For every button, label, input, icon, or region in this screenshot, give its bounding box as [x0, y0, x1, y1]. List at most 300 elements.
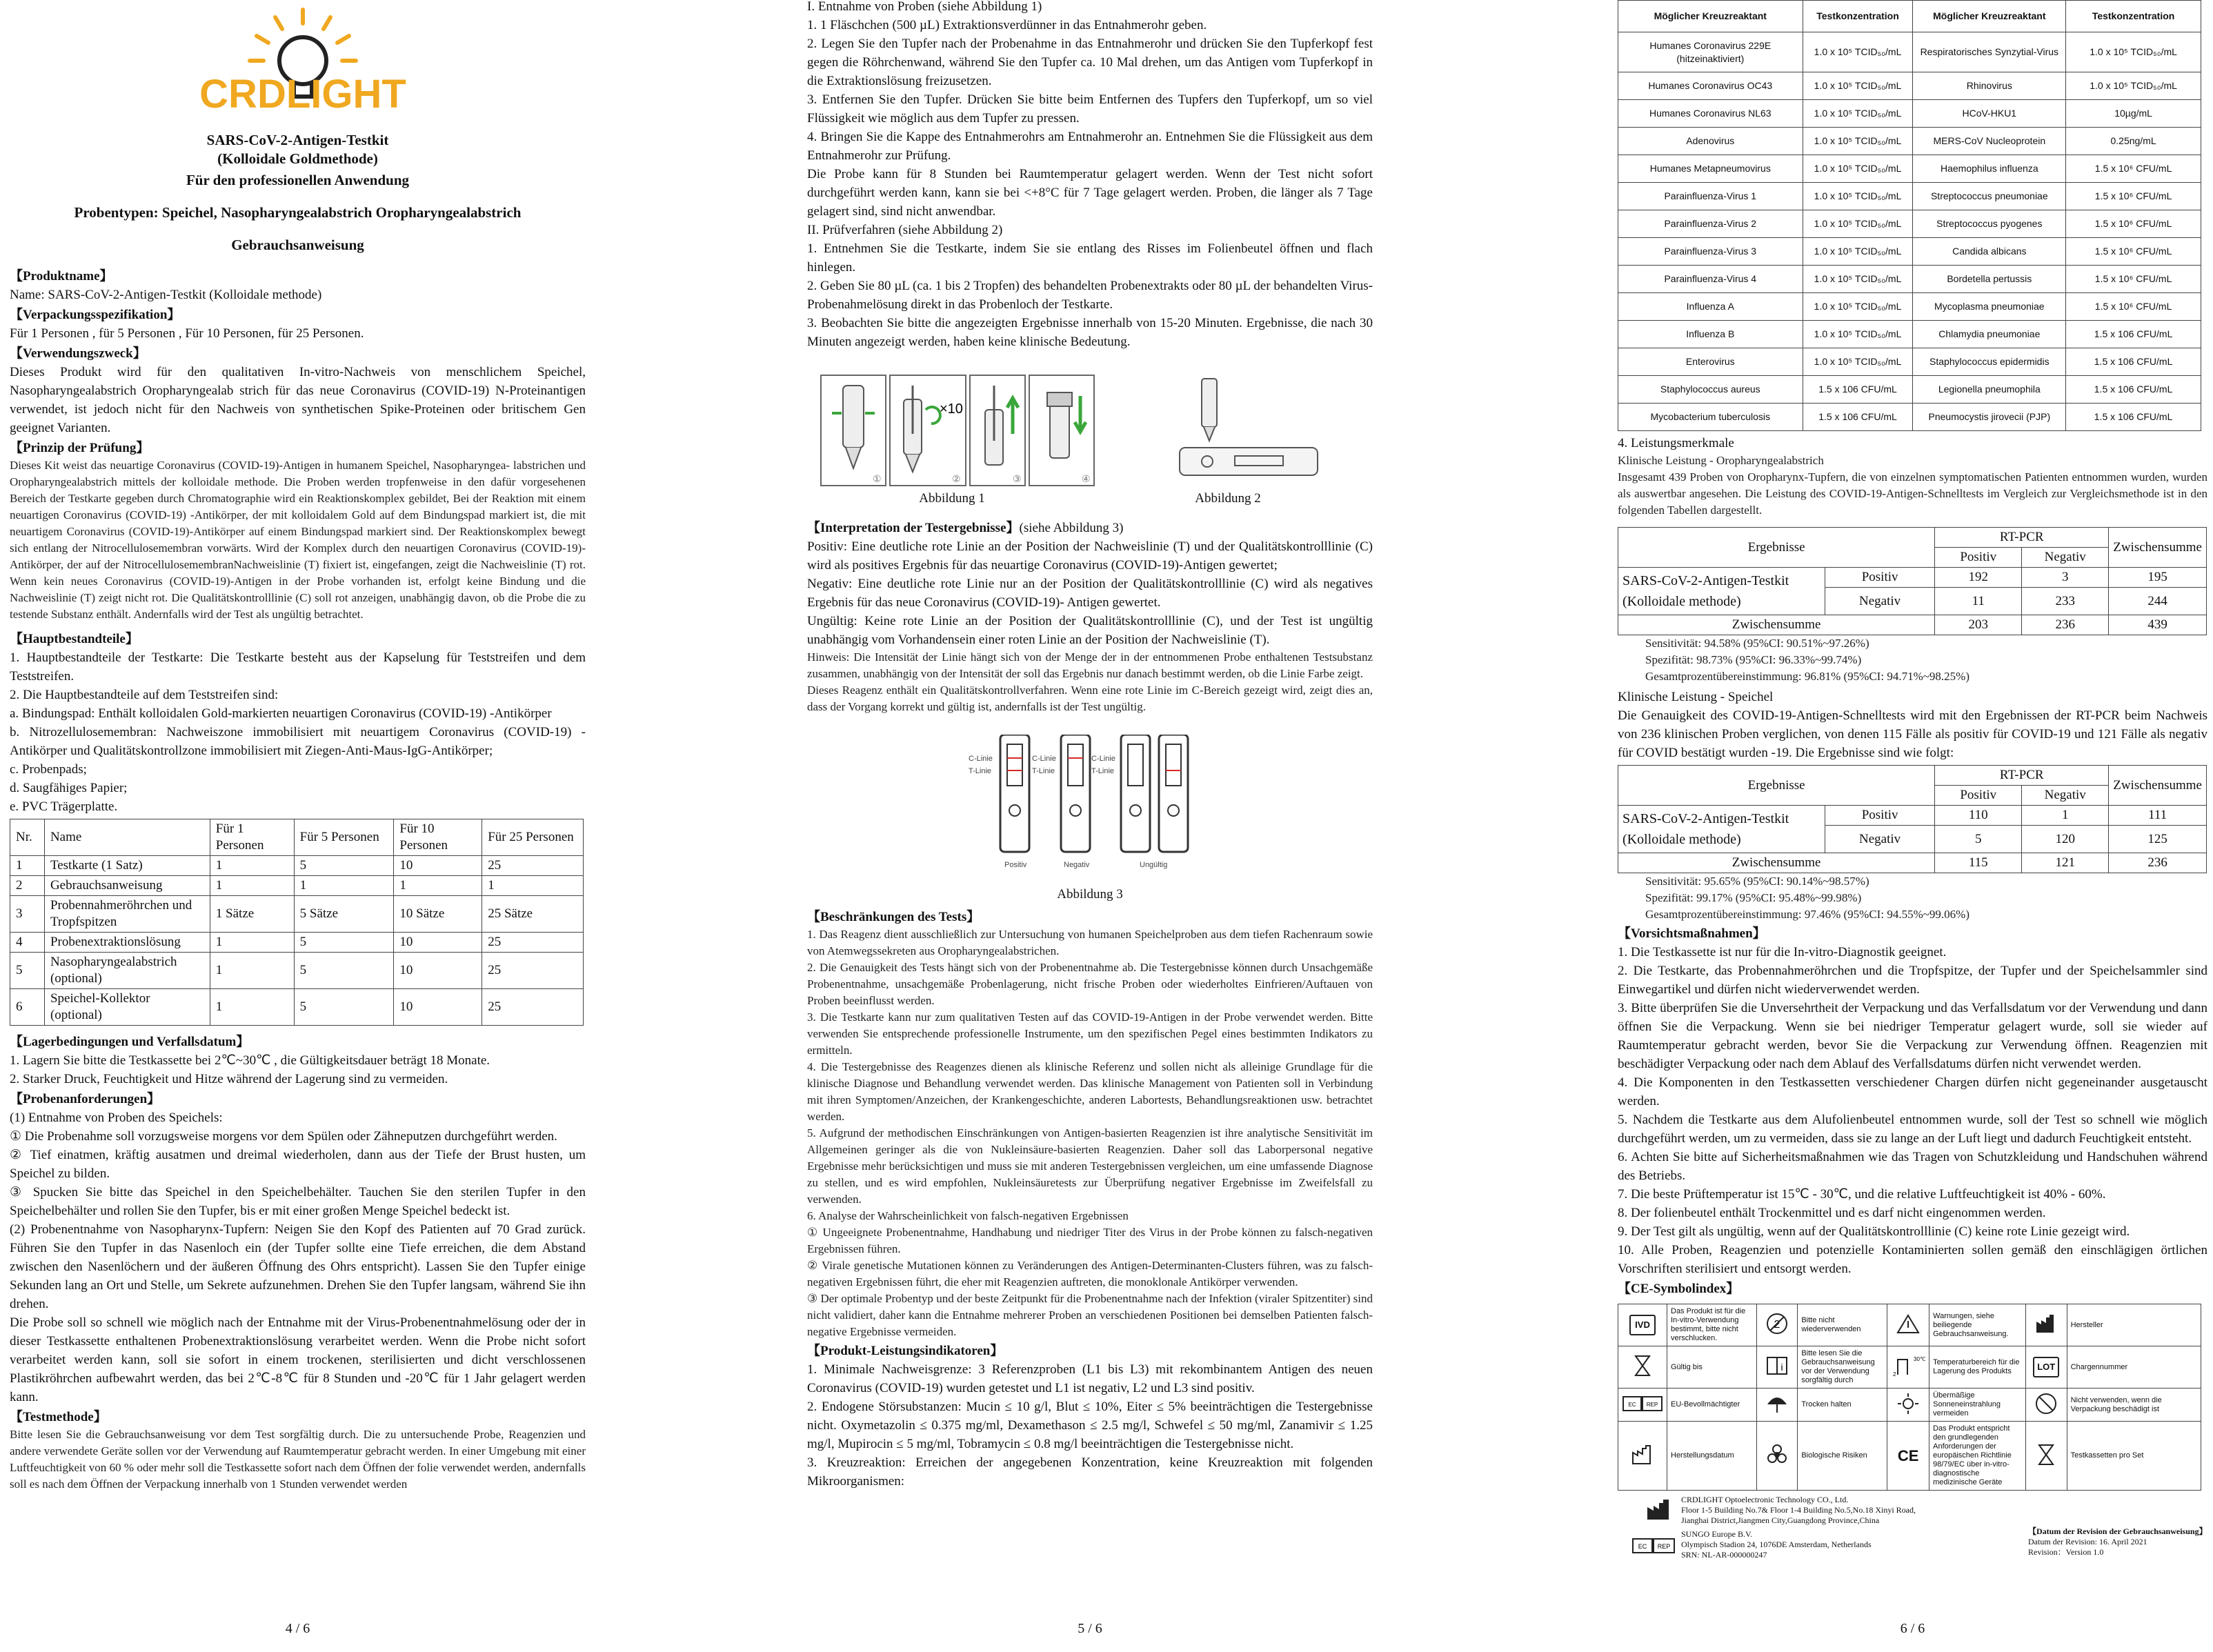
page-5: [807, 0, 1373, 1652]
table-header-cell: Positiv: [1935, 786, 2022, 806]
table-cell: 1: [2022, 806, 2109, 826]
table-row: [1618, 293, 2201, 321]
table-cell: 10: [394, 989, 482, 1026]
table-cell: 10: [394, 953, 482, 989]
specificity-2: Spezifität: 99.17% (95%CI: 95.48%~99.98%): [1645, 891, 1862, 904]
table-cell: 25: [482, 989, 584, 1026]
revision-heading: 【Datum der Revision der Gebrauchsanweisung】: [2028, 1526, 2207, 1536]
table-header-row: [10, 819, 584, 856]
table-cell: Pneumocystis jirovecii (PJP): [1913, 404, 2066, 431]
table-cell: 10µg/mL: [2066, 100, 2201, 128]
symbol-desc: Gültig bis: [1667, 1346, 1757, 1389]
table-cell: 11: [1935, 588, 2022, 615]
temperature-min: 2: [1893, 1371, 1896, 1377]
table-cell: 1.0 x 10⁵ TCID₅₀/mL: [1803, 72, 1913, 100]
limit-6b: ② Virale genetische Mutationen können zu Veränderungen des Antigen-Determinanten-Clusters führen, was zu falsch-negativen Ergebnissen führt, die eher mit Reagenzien auftreten, die monoklonale Antikörper verwenden.: [807, 1259, 1373, 1288]
table-row: [10, 876, 584, 896]
temperature-limit-icon: [1891, 1354, 1925, 1377]
table-cell: 1.5 x 10⁶ CFU/mL: [2066, 238, 2201, 266]
table-cell: 1.5 x 106 CFU/mL: [2066, 321, 2201, 348]
table-row: [1618, 72, 2201, 100]
symbol-desc: Nicht verwenden, wenn die Verpackung beschädigt ist: [2067, 1389, 2201, 1422]
table-row: [1618, 210, 2201, 238]
heading-interpretation: 【Interpretation der Testergebnisse】: [807, 521, 1020, 535]
table-cell: 121: [2022, 853, 2109, 873]
table-cell: 236: [2109, 853, 2207, 873]
lightbulb-logo-icon: [10, 0, 586, 117]
table-cell: 1.5 x 106 CFU/mL: [2066, 376, 2201, 404]
table-cell: Probenextraktionslösung: [44, 933, 210, 953]
table-cell: 120: [2022, 826, 2109, 853]
revision-version: Revision：Version 1.0: [2028, 1547, 2104, 1557]
heading-limitations: 【Beschränkungen des Tests】: [807, 910, 980, 924]
precaution-5: 5. Nachdem die Testkarte aus dem Alufolienbeutel entnommen wurde, soll der Test so schnell wie möglich durchgeführt werden, um zu vermeiden, dass sie zu lange an der Luft liegt und dadurch Feuchtigkeit entsteht.: [1618, 1113, 2207, 1146]
table-row: [1618, 266, 2201, 293]
principle-text: Dieses Kit weist das neuartige Coronavirus (COVID-19)-Antigen in humanem Speichel, Nasopharyngea- labstrichen und Oropharyngealabstrich mittels der kolloidale methode. Die Proben werden tropfenweise in den dafür vorgesehenen Bereich der Testkarte gegeben durch Chromatographie wird ein Reaktionskomplex gebildet, Bei der Reaktion mit einem neuartigen Coronavirus (COVID-19) -Antikörper, der mit kolloidalem Gold auf dem Bindungspad markiert ist, die mit neuartigem Coronavirus (COVID-19)-Antikörper auf einem Bindungspad markiert sind. Der Reaktionskomplex bewegt sich entlang der Nitrocellulosemembran vorwärts. Wird der Komplex durch den neuartigen Coronavirus (COVID-19)-Antikörper, der auf der NitrocellulosemembranNachweislinie (T) fixiert ist, eingefangen, zeigt die Nachweislinie (T) rot. Wenn kein neues Coronavirus (COVID-19)-Antigen in der Probe vorhanden ist, erfolgt keine Bindung und die Nachweislinie (T) zeigt nicht rot. Die Qualitätskontrolllinie (C) soll rot anzeigen, unabhängig davon, ob die Probe die zu testende Substanz enthält. Andernfalls wird der Test als ungültig betrachtet.: [10, 459, 586, 621]
t-line-label: T-Linie: [1032, 767, 1055, 775]
table-cell: 1: [210, 856, 294, 876]
manufacturer-icon: [1645, 1497, 1673, 1522]
limit-6a: ① Ungeeignete Probenentnahme, Handhabung und niedriger Titer des Virus in der Probe können zu falsch-negativen Ergebnissen führen.: [807, 1226, 1373, 1255]
table-cell: Influenza A: [1618, 293, 1803, 321]
step-i-2: 2. Legen Sie den Tupfer nach der Probenahme in das Entnahmerohr und drücken Sie den Tupferkopf fest gegen die Röhrchenwand, während Sie den Tupfer ca. 10 Mal drehen, um das Antigen vom Tupferkopf in die Extraktionslösung freizusetzen.: [807, 37, 1373, 88]
ec-rep-icon: [1631, 1537, 1676, 1554]
table-cell: 1.0 x 10⁵ TCID₅₀/mL: [1803, 128, 1913, 155]
table-cell: 1: [210, 876, 294, 896]
step-i-5: Die Probe kann für 8 Stunden bei Raumtemperatur gelagert werden. Wenn der Test nicht sofort durchgeführt werden kann, kann sie bei <+8°C für 7 Tage gelagert werden. Proben, die länger als 7 Tage gelagert sind, sind nicht anwendbar.: [807, 167, 1373, 219]
rep-text: REP: [1657, 1543, 1671, 1550]
positive-label: Positiv: [1004, 861, 1027, 869]
result-positive: Positiv: Eine deutliche rote Linie an der Position der Nachweislinie (T) und der Qualitätskontrolllinie (C) wird als positives Ergebnis für das neuartige Coronavirus (COVID-19)-Antigen gewertet;: [807, 539, 1373, 573]
symbol-desc: Das Produkt entspricht den grundlegenden Anforderungen der europäischen Richtlinie 98/79/EC über in-vitro-diagnostische medizinische Geräte: [1929, 1422, 2026, 1491]
storage-2: 2. Starker Druck, Feuchtigkeit und Hitze während der Lagerung sind zu vermeiden.: [10, 1072, 448, 1086]
agreement-1: Gesamtprozentübereinstimmung: 96.81% (95%CI: 94.71%~98.25%): [1645, 670, 1969, 683]
table-cell: 25: [482, 856, 584, 876]
table-cell: 195: [2109, 568, 2207, 588]
ec-rep-icon: [1622, 1395, 1663, 1412]
arrow-rotate-icon: [926, 407, 940, 424]
table-cell: 3: [2022, 568, 2109, 588]
table-cell: Parainfluenza-Virus 1: [1618, 183, 1803, 210]
table-cell: 25: [482, 933, 584, 953]
symbol-desc: Chargennummer: [2067, 1346, 2201, 1389]
product-name: Name: SARS-CoV-2-Antigen-Testkit (Kolloidale methode): [10, 288, 322, 302]
table-row: [1618, 238, 2201, 266]
sample-1c: ③ Spucken Sie bitte das Speichel in den Speichelbehälter. Tauchen Sie den sterilen Tupfer in den Speichelbehälter und rollen Sie den Tupfer, bis er mit einer großen Menge Speichel bedeckt ist.: [10, 1185, 586, 1218]
specificity-1: Spezifität: 98.73% (95%CI: 96.33%~99.74%): [1645, 653, 1862, 666]
table-cell: 1: [210, 953, 294, 989]
table-cell: 5: [294, 933, 394, 953]
precaution-3: 3. Bitte überprüfen Sie die Unversehrtheit der Verpackung und das Verfallsdatum vor der Verwendung und dann öffnen Sie die Verpackung. Wenn sie bei niedriger Temperatur gelagert wurde, soll sie wieder auf Raumtemperatur gebracht werden, bevor Sie die Verpackung zur Verwendung öffnen. Reagenzien mit beschädigter Verpackung oder nach dem Ablauf des Verfallsdatums dürfen nicht verwendet werden.: [1618, 1001, 2207, 1071]
table-cell: 1.0 x 10⁵ TCID₅₀/mL: [1803, 238, 1913, 266]
table-row: [1618, 183, 2201, 210]
table-cell: Haemophilus influenza: [1913, 155, 2066, 183]
limit-6c: ③ Der optimale Probentyp und der beste Zeitpunkt für die Probenentnahme nach der Infektion (viraler Spitzentiter) sind nicht validiert, daher kann die Entnahme mehrerer Proben an verschiedenen Positionen bei demselben Patienten falsch-negative Ergebnisse vermeiden.: [807, 1292, 1373, 1338]
figure-2-illustration: [1097, 372, 1359, 489]
negative-label: Negativ: [1064, 861, 1090, 869]
manufacturer-icon: [2034, 1313, 2058, 1334]
manufacturer-address-1: Floor 1-5 Building No.7& Floor 1-4 Building No.5,No.18 Xinyi Road,: [1681, 1505, 1916, 1515]
table-cell: Humanes Coronavirus 229E (hitzeinaktiviert): [1618, 32, 1803, 72]
sample-3: Die Probe soll so schnell wie möglich nach der Entnahme mit der Virus-Probenentnahmelösung oder der in dieser Testkassette enthaltenen Probenextraktionslösung verarbeitet werden. Wenn die Probe nicht sofort verarbeitet werden kann, soll sie sofort in einem trockenen, sterilisierten und dicht verschlossenen Plastikröhrchen aufbewahrt werden, das bei 2℃-8℃ für 8 Stunden und -20℃ für 1 Jahr gelagert werden kann.: [10, 1315, 586, 1404]
table-cell: 1.0 x 10⁵ TCID₅₀/mL: [2066, 72, 2201, 100]
table-cell: Parainfluenza-Virus 4: [1618, 266, 1803, 293]
invalid-label: Ungültig: [1140, 861, 1168, 869]
table-row: [1618, 155, 2201, 183]
step-i-3: 3. Entfernen Sie den Tupfer. Drücken Sie bitte beim Entfernen des Tupfers den Tupferkopf, um so viel Flüssigkeit wie möglich aus dem Tupfer zu pressen.: [807, 92, 1373, 126]
limit-1: 1. Das Reagenz dient ausschließlich zur Untersuchung von humanen Speichelproben aus dem tiefen Rachenraum sowie von Atemwegssekreten aus Oropharyngealabstrichen.: [807, 928, 1373, 957]
clinical-1-title: Klinische Leistung - Oropharyngealabstrich: [1618, 454, 1824, 467]
table-cell: 236: [2022, 615, 2109, 635]
result-invalid: Ungültig: Keine rote Linie an der Position der Qualitätskontrolllinie (C), und der Test ist ungültig unabhängig vom Vorhandensein einer roten Linie an der Position der Nachweislinie (T).: [807, 614, 1373, 647]
table-cell: Gebrauchsanweisung: [44, 876, 210, 896]
symbol-desc: Warnungen, siehe beiliegende Gebrauchsanweisung.: [1929, 1304, 2026, 1346]
table-row: [1618, 321, 2201, 348]
table-cell: 25 Sätze: [482, 896, 584, 933]
precaution-6: 6. Achten Sie bitte auf Sicherheitsmaßnahmen wie das Tragen von Schutzkleidung und Handschuhen während des Betriebs.: [1618, 1150, 2207, 1183]
symbol-desc: Bitte lesen Sie die Gebrauchsanweisung vor der Verwendung sorgfältig durch: [1798, 1346, 1887, 1389]
table-cell: Staphylococcus epidermidis: [1913, 348, 2066, 376]
table-cell: 1.5 x 106 CFU/mL: [1803, 376, 1913, 404]
limit-3: 3. Die Testkarte kann nur zum qualitativen Testen auf das COVID-19-Antigen in der Probe verwendet werden. Bitte verwenden Sie entsprechende professionelle Instrumente, um den spezifischen Pegel eines bestimmten Indikators zu ermitteln.: [807, 1011, 1373, 1057]
table-cell: 1.5 x 106 CFU/mL: [2066, 404, 2201, 431]
table-cell: Rhinovirus: [1913, 72, 2066, 100]
table-row: [1618, 100, 2201, 128]
table-row: [1618, 806, 2207, 826]
symbol-desc: Temperaturbereich für die Lagerung des Produkts: [1929, 1346, 2026, 1389]
table-cell: 1.0 x 10⁵ TCID₅₀/mL: [1803, 293, 1913, 321]
doc-sample-types: Probentypen: Speichel, Nasopharyngealabstrich Oropharyngealabstrich: [74, 204, 522, 221]
quality-control: Dieses Reagenz enthält ein Qualitätskontrollverfahren. Wenn eine rote Linie im C-Bereich gezeigt wird, zeigt dies an, dass der Vorgang korrekt und gültig ist, andernfalls ist der Test ungültig.: [807, 684, 1373, 713]
table-cell: 1.5 x 106 CFU/mL: [1803, 404, 1913, 431]
table-cell: 1.5 x 106 CFU/mL: [2066, 348, 2201, 376]
comp-d: d. Saugfähiges Papier;: [10, 781, 128, 795]
table-cell: 2: [10, 876, 45, 896]
table-row: [10, 896, 584, 933]
umbrella-icon: [1765, 1392, 1789, 1415]
table-cell: 111: [2109, 806, 2207, 826]
table-row: [10, 933, 584, 953]
symbol-desc: Herstellungsdatum: [1667, 1422, 1757, 1491]
heading-storage: 【Lagerbedingungen und Verfallsdatum】: [10, 1035, 250, 1049]
heading-performance: 【Produkt-Leistungsindikatoren】: [807, 1344, 1004, 1358]
cross-reactivity-table: [1618, 0, 2201, 431]
table-header-cell: Negativ: [2022, 548, 2109, 568]
table-cell: Enterovirus: [1618, 348, 1803, 376]
table-cell: 1: [210, 989, 294, 1026]
table-cell: 5 Sätze: [294, 896, 394, 933]
table-header-cell: Für 25 Personen: [482, 819, 584, 856]
performance-heading: 4. Leistungsmerkmale: [1618, 436, 1734, 450]
symbol-desc: Das Produkt ist für die In-vitro-Verwendung bestimmt, bitte nicht verschlucken.: [1667, 1304, 1757, 1346]
table-row: [1618, 404, 2201, 431]
storage-1: 1. Lagern Sie bitte die Testkassette bei 2℃~30℃ , die Gültigkeitsdauer beträgt 18 Monate.: [10, 1053, 490, 1068]
table-cell: Parainfluenza-Virus 2: [1618, 210, 1803, 238]
ec-text: EC: [1638, 1543, 1647, 1550]
table-cell: 5: [294, 989, 394, 1026]
table-header-row: [1618, 1, 2201, 32]
table-header-cell: Zwischensumme: [2109, 528, 2207, 568]
arrow-up-icon: [1007, 398, 1018, 434]
table-cell: 115: [1935, 853, 2022, 873]
rep-text: REP: [1646, 1401, 1658, 1408]
heading-name: 【Produktname】: [10, 269, 113, 283]
c-line-label: C-Linie: [1091, 755, 1115, 763]
symbol-desc: Übermäßige Sonneneinstrahlung vermeiden: [1929, 1389, 2026, 1422]
table-cell: 25: [482, 953, 584, 989]
table-header-cell: Testkonzentration: [2066, 1, 2201, 32]
heading-ce-symbols: 【CE-Symbolindex】: [1618, 1282, 1740, 1296]
comp-a: a. Bindungspad: Enthält kolloidalen Gold-markierten neuartigen Coronavirus (COVID-19) -Antikörper: [10, 706, 552, 721]
ce-mark-icon: CE: [1887, 1422, 1929, 1491]
step-ii-2: 2. Geben Sie 80 µL (ca. 1 bis 2 Tropfen) des behandelten Probenextrakts oder 80 µL der behandelten Virus-Probenahmelösung direkt in das Probenloch der Testkarte.: [807, 279, 1373, 312]
heading-precautions: 【Vorsichtsmaßnahmen】: [1618, 926, 1766, 941]
arrow-down-icon: [1075, 396, 1086, 432]
table-cell: Streptococcus pneumoniae: [1913, 183, 2066, 210]
table-cell: 1.0 x 10⁵ TCID₅₀/mL: [1803, 210, 1913, 238]
table-cell: 1: [294, 876, 394, 896]
table-cell: 5: [294, 953, 394, 989]
table-cell: 1 Sätze: [210, 896, 294, 933]
table-cell: 1: [482, 876, 584, 896]
do-not-reuse-icon: [1765, 1312, 1789, 1335]
sun-icon: [1896, 1392, 1920, 1415]
table-cell: Zwischensumme: [1618, 615, 1935, 635]
heading-method: 【Testmethode】: [10, 1410, 107, 1424]
doc-title: SARS-CoV-2-Antigen-Testkit: [206, 132, 389, 148]
table-cell: Adenovirus: [1618, 128, 1803, 155]
comp-1: 1. Hauptbestandteile der Testkarte: Die Testkarte besteht aus der Kapselung für Teststreifen und dem Teststreifen.: [10, 650, 586, 684]
table-row: [10, 856, 584, 876]
table-cell: Mycoplasma pneumoniae: [1913, 293, 2066, 321]
table-cell: 1.0 x 10⁵ TCID₅₀/mL: [1803, 266, 1913, 293]
table-header-cell: RT-PCR: [1935, 528, 2109, 548]
heading-components: 【Hauptbestandteile】: [10, 632, 139, 646]
table-cell: 1.0 x 10⁵ TCID₅₀/mL: [1803, 155, 1913, 183]
step-i-0: I. Entnahme von Proben (siehe Abbildung 1): [807, 0, 1042, 14]
table-cell: 1.0 x 10⁵ TCID₅₀/mL: [2066, 32, 2201, 72]
manufacturer-address-2: Jianghai District,Jiangmen City,Guangdong Province,China: [1681, 1515, 1880, 1525]
ivd-icon: IVD: [1629, 1315, 1656, 1335]
srn: SRN: NL-AR-000000247: [1681, 1550, 1767, 1560]
revision-date: Datum der Revision: 16. April 2021: [2028, 1537, 2147, 1546]
clinical-2-title: Klinische Leistung - Speichel: [1618, 690, 1774, 704]
c-line-label: C-Linie: [1032, 755, 1056, 763]
table-header-cell: Ergebnisse: [1618, 528, 1935, 568]
intended-use: Dieses Produkt wird für den qualitativen In-vitro-Nachweis von menschlichem Speichel, Nasopharyngealabstrich Oropharyngealab strich für das neue Coronavirus (COVID-19) N-Proteinantigen verwendet, ist jedoch nicht für den Nachweis von synthetischen Spike-Proteinen oder britischem Gen geeignet Varianten.: [10, 365, 586, 435]
table-cell: 110: [1935, 806, 2022, 826]
precaution-1: 1. Die Testkassette ist nur für die In-vitro-Diagnostik geeignet.: [1618, 945, 1947, 959]
table-cell: Legionella pneumophila: [1913, 376, 2066, 404]
do-not-reuse-digit: 2: [1774, 1319, 1780, 1331]
step-marker: ③: [1013, 475, 1022, 485]
table-header-cell: RT-PCR: [1935, 766, 2109, 786]
table-row: [1618, 615, 2207, 635]
table-header-cell: Für 1 Personen: [210, 819, 294, 856]
figure-1-caption: Abbildung 1: [919, 491, 985, 506]
page-6: [1618, 0, 2207, 1652]
page-number: 6 / 6: [1900, 1621, 1925, 1636]
rep-address: Olympisch Stadion 24, 1076DE Amsterdam, Netherlands: [1681, 1540, 1872, 1549]
manufacturer-name: CRDLIGHT Optoelectronic Technology CO., Ltd.: [1681, 1495, 1849, 1504]
crdlight-logo: [10, 0, 586, 117]
sensitivity-1: Sensitivität: 94.58% (95%CI: 90.51%~97.26%): [1645, 637, 1869, 650]
table-row: [1618, 853, 2207, 873]
svg-text:i: i: [1780, 1362, 1783, 1373]
table-cell: 1.0 x 10⁵ TCID₅₀/mL: [1803, 32, 1913, 72]
table-cell: Bordetella pertussis: [1913, 266, 2066, 293]
figure-2-caption: Abbildung 2: [1195, 491, 1261, 506]
table-cell: Influenza B: [1618, 321, 1803, 348]
ce-symbol-table: [1618, 1304, 2201, 1491]
table-row: [10, 953, 584, 989]
page-number: 5 / 6: [1078, 1621, 1102, 1636]
comp-e: e. PVC Trägerplatte.: [10, 799, 118, 814]
table-cell: 10 Sätze: [394, 896, 482, 933]
clinical-table-saliva: [1618, 765, 2207, 873]
table-header-cell: Negativ: [2022, 786, 2109, 806]
table-cell: Probennahmeröhrchen und Tropfspitzen: [44, 896, 210, 933]
symbol-desc: Biologische Risiken: [1798, 1422, 1887, 1491]
step-marker: ④: [1082, 475, 1091, 485]
table-header-cell: Möglicher Kreuzreaktant: [1913, 1, 2066, 32]
table-header-cell: Für 10 Personen: [394, 819, 482, 856]
table-row: [1618, 128, 2201, 155]
limit-2: 2. Die Genauigkeit des Tests hängt sich von der Probenentnahme ab. Die Testergebnisse können durch Unsachgemäße Probenentnahme, unsachgemäße Probenlagerung, nicht frische Proben oder wiederholtes Einfrieren/Auftauen von Proben beeinflusst werden.: [807, 961, 1373, 1007]
table-cell: Negativ: [1825, 588, 1935, 615]
table-cell: Speichel-Kollektor (optional): [44, 989, 210, 1026]
method-text: Bitte lesen Sie die Gebrauchsanweisung vor dem Test sorgfältig durch. Die zu untersuchende Probe, Reagenzien und andere verwendete Geräte sollen vor der Verwendung auf Raumtemperatur gebracht werden. In einer Umgebung mit einer Luftfeuchtigkeit von 60 % oder mehr soll die Testkassette sofort nach dem Öffnen der folie verwendet werden, andernfalls soll es nach dem Öffnen der Verpackung innerhalb von 1 Stunden verwendet werden: [10, 1428, 586, 1491]
table-cell: 244: [2109, 588, 2207, 615]
kit-label: SARS-CoV-2-Antigen-Testkit (Kolloidale methode): [1618, 568, 1825, 615]
lot-icon: LOT: [2033, 1357, 2059, 1377]
table-row: [1618, 32, 2201, 72]
warning-icon: [1896, 1313, 1920, 1334]
table-cell: 3: [10, 896, 45, 933]
doc-heading: Gebrauchsanweisung: [231, 237, 364, 253]
swab-tube-icon: [832, 386, 875, 468]
table-cell: 1.0 x 10⁵ TCID₅₀/mL: [1803, 183, 1913, 210]
table-cell: 5: [294, 856, 394, 876]
table-header-cell: Ergebnisse: [1618, 766, 1935, 806]
table-cell: 1.0 x 10⁵ TCID₅₀/mL: [1803, 348, 1913, 376]
doc-subtitle: (Kolloidale Goldmethode): [217, 150, 378, 167]
precaution-4: 4. Die Komponenten in den Testkassetten verschiedener Chargen dürfen nicht gegeneinander ausgetauscht werden.: [1618, 1075, 2207, 1108]
table-cell: 1: [394, 876, 482, 896]
step-ii-0: II. Prüfverfahren (siehe Abbildung 2): [807, 223, 1003, 237]
kit-label: SARS-CoV-2-Antigen-Testkit (Kolloidale methode): [1618, 806, 1825, 853]
step-marker: ①: [873, 475, 882, 485]
step-ii-3: 3. Beobachten Sie bitte die angezeigten Ergebnisse innerhalb von 15-20 Minuten. Ergebnisse, die nach 30 Minuten angezeigt werden, haben keine klinische Bedeutung.: [807, 316, 1373, 349]
test-cassette-icon: [1180, 379, 1318, 475]
c-line-label: C-Linie: [969, 755, 993, 763]
agreement-2: Gesamtprozentübereinstimmung: 97.46% (95%CI: 94.55%~99.06%): [1645, 908, 1969, 921]
heading-sample: 【Probenanforderungen】: [10, 1092, 161, 1106]
symbol-desc: Hersteller: [2067, 1304, 2201, 1346]
t-line-label: T-Linie: [969, 767, 992, 775]
table-cell: Parainfluenza-Virus 3: [1618, 238, 1803, 266]
table-cell: 1.5 x 10⁶ CFU/mL: [2066, 155, 2201, 183]
ec-text: EC: [1628, 1401, 1636, 1408]
precaution-9: 9. Der Test gilt als ungültig, wenn auf der Qualitätskontrolllinie (C) keine rote Linie gezeigt wird.: [1618, 1224, 2130, 1239]
symbol-desc: Testkassetten pro Set: [2067, 1422, 2201, 1491]
table-header-cell: Zwischensumme: [2109, 766, 2207, 806]
table-cell: 10: [394, 856, 482, 876]
table-cell: 192: [1935, 568, 2022, 588]
heading-pack: 【Verpackungsspezifikation】: [10, 308, 181, 322]
clinical-table-oropharyngeal: [1618, 527, 2207, 635]
manufacture-date-icon: [1631, 1444, 1654, 1465]
step-ii-1: 1. Entnehmen Sie die Testkarte, indem Sie sie entlang des Risses im Folienbeutel öffnen und flach hinlegen.: [807, 241, 1373, 275]
step-i-4: 4. Bringen Sie die Kappe des Entnahmerohrs am Entnahmerohr an. Entnehmen Sie die Flüssigkeit aus dem Entnahmerohr zur Prüfung.: [807, 130, 1373, 163]
sensitivity-2: Sensitivität: 95.65% (95%CI: 90.14%~98.57%): [1645, 875, 1869, 888]
table-cell: 125: [2109, 826, 2207, 853]
table-header-cell: Positiv: [1935, 548, 2022, 568]
figure-1-illustration: [807, 372, 1097, 489]
precaution-2: 2. Die Testkarte, das Probennahmeröhrchen und die Tropfspitze, der Tupfer und der Speichelsammler sind Einwegartikel und dürfen nicht wiederverwendet werden.: [1618, 964, 2207, 997]
sample-1a: ① Die Probenahme soll vorzugsweise morgens vor dem Spülen oder Zähneputzen durchgeführt werden.: [10, 1129, 557, 1144]
table-cell: Testkarte (1 Satz): [44, 856, 210, 876]
table-cell: 4: [10, 933, 45, 953]
expiry-hourglass-icon: [1632, 1354, 1653, 1377]
table-cell: Zwischensumme: [1618, 853, 1935, 873]
symbol-desc: Trocken halten: [1798, 1389, 1887, 1422]
perf-1: 1. Minimale Nachweisgrenze: 3 Referenzproben (L1 bis L3) mit rekombinantem Antigen des neuen Coronavirus (COVID-19) wurden getestet und L1 ist negativ, L2 und L3 sind positiv.: [807, 1362, 1373, 1395]
temperature-max: 30℃: [1914, 1356, 1926, 1362]
table-cell: Positiv: [1825, 806, 1935, 826]
table-header-cell: Testkonzentration: [1803, 1, 1913, 32]
footer-manufacturer: [1618, 1495, 2207, 1564]
symbol-desc: Bitte nicht wiederverwenden: [1798, 1304, 1887, 1346]
table-cell: 5: [1935, 826, 2022, 853]
table-cell: Negativ: [1825, 826, 1935, 853]
table-cell: Respiratorisches Synzytial-Virus: [1913, 32, 2066, 72]
table-row: [1618, 568, 2207, 588]
clinical-2-text: Die Genauigkeit des COVID-19-Antigen-Schnelltests wird mit den Ergebnissen der RT-PCR beim Nachweis von 236 klinischen Proben verglichen, von denen 115 Fälle als positiv für COVID-19 und 121 Fälle als negativ für COVID bestätigt wurden -19. Die Ergebnisse sind wie folgt:: [1618, 708, 2207, 760]
table-cell: Chlamydia pneumoniae: [1913, 321, 2066, 348]
table-cell: Humanes Coronavirus NL63: [1618, 100, 1803, 128]
comp-b: b. Nitrozellulosemembran: Nachweiszone immobilisiert mit neuartigem Coronavirus (COVID-19) -Antikörper und Qualitätskontrollzone immobilisiert mit Ziegen-Anti-Maus-IgG-Antikörper;: [10, 725, 586, 758]
table-cell: Humanes Coronavirus OC43: [1618, 72, 1803, 100]
table-header-cell: Möglicher Kreuzreaktant: [1618, 1, 1803, 32]
table-cell: 1.0 x 10⁵ TCID₅₀/mL: [1803, 100, 1913, 128]
precaution-8: 8. Der folienbeutel enthält Trockenmittel und es darf nicht eingenommen werden.: [1618, 1206, 2046, 1220]
doc-usage: Für den professionellen Anwendung: [186, 172, 410, 188]
rotate-count: ×10: [940, 401, 963, 417]
symbol-desc: EU-Bevollmächtigter: [1667, 1389, 1757, 1422]
table-cell: 5: [10, 953, 45, 989]
result-negative: Negativ: Eine deutliche rote Linie nur an der Position der Qualitätskontrolllinie (C) wird als negatives Ergebnis für das neue Coronavirus (COVID-19)- Antigen gewertet.: [807, 577, 1373, 610]
rep-name: SUNGO Europe B.V.: [1681, 1529, 1753, 1539]
page-4: [10, 0, 586, 1652]
pack-spec: Für 1 Personen , für 5 Personen , Für 10 Personen, für 25 Personen.: [10, 326, 364, 341]
table-header-cell: Für 5 Personen: [294, 819, 394, 856]
clinical-1-text: Insgesamt 439 Proben von Oropharynx-Tupfern, die von einzelnen symptomatischen Patienten entnommen wurden, wurden als auswertbar angesehen. Die Leistung des COVID-19-Antigen-Schnelltests im Vergleich zur Vergleichsmethode ist in den folgenden Tabellen dargestellt.: [1618, 470, 2207, 517]
read-instructions-icon: [1765, 1355, 1789, 1376]
table-cell: Mycobacterium tuberculosis: [1618, 404, 1803, 431]
sample-1b: ② Tief einatmen, kräftig ausatmen und dreimal wiederholen, dann aus der Tiefe der Brust husten, um Speichel zu bilden.: [10, 1148, 586, 1181]
table-cell: 1.0 x 10⁵ TCID₅₀/mL: [1803, 321, 1913, 348]
heading-use: 【Verwendungszweck】: [10, 346, 146, 361]
comp-2: 2. Die Hauptbestandteile auf dem Teststreifen sind:: [10, 688, 279, 702]
sample-1: (1) Entnahme von Proben des Speichels:: [10, 1111, 223, 1125]
table-cell: 1: [10, 856, 45, 876]
result-hint: Hinweis: Die Intensität der Linie hängt sich von der Menge der in der entnommenen Probe enthaltenen Testsubstanz zusammen, unabhängig von der Intensität der soll das Ergebnis nur danach bestimmt werden, ob die Linie Farbe zeigt.: [807, 650, 1373, 680]
table-row: [1618, 376, 2201, 404]
step-marker: ②: [952, 475, 961, 485]
heading-principle: 【Prinzip der Prüfung】: [10, 441, 150, 455]
limit-6: 6. Analyse der Wahrscheinlichkeit von falsch-negativen Ergebnissen: [807, 1209, 1129, 1222]
